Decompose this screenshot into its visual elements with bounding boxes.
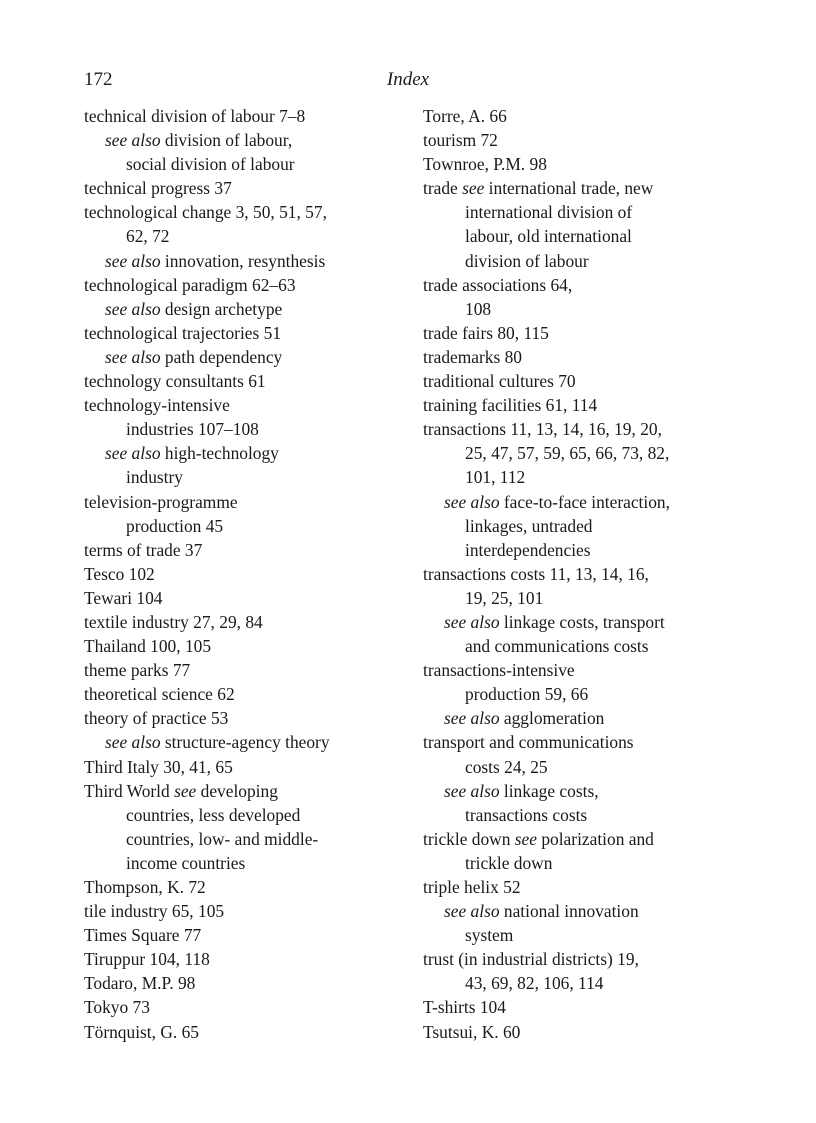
cross-reference-line bbox=[84, 128, 414, 152]
index-entry bbox=[84, 490, 414, 514]
index-entry-continuation bbox=[84, 514, 414, 538]
see-reference: see also bbox=[105, 732, 161, 753]
entry-text: Tewari 104 bbox=[84, 587, 163, 608]
entry-text: trade associations 64, bbox=[423, 274, 573, 295]
see-reference: see bbox=[174, 780, 197, 801]
index-column-left bbox=[84, 104, 414, 1044]
entry-text: industries 107–108 bbox=[126, 419, 259, 440]
index-entry bbox=[84, 755, 414, 779]
index-entry bbox=[84, 610, 414, 634]
entry-text: T-shirts 104 bbox=[423, 997, 506, 1018]
entry-text: trickle down bbox=[465, 852, 553, 873]
entry-text: tile industry 65, 105 bbox=[84, 901, 225, 922]
see-reference: see also bbox=[105, 443, 161, 464]
index-entry bbox=[84, 104, 414, 128]
index-entry-continuation bbox=[423, 465, 753, 489]
index-entry-continuation bbox=[84, 803, 414, 827]
index-entry bbox=[423, 1020, 753, 1044]
cross-reference-line bbox=[423, 706, 753, 730]
index-entry bbox=[84, 369, 414, 393]
entry-term: trade bbox=[423, 178, 463, 199]
index-entry-continuation bbox=[423, 514, 753, 538]
entry-text: developing bbox=[196, 780, 278, 801]
index-entry bbox=[423, 417, 753, 441]
index-entry bbox=[423, 176, 753, 200]
index-entry bbox=[423, 875, 753, 899]
entry-text: Todaro, M.P. 98 bbox=[84, 973, 196, 994]
entry-text: trade fairs 80, 115 bbox=[423, 322, 549, 343]
entry-text: Townroe, P.M. 98 bbox=[423, 154, 547, 175]
index-entry bbox=[84, 923, 414, 947]
entry-text: Thailand 100, 105 bbox=[84, 636, 212, 657]
entry-text: 43, 69, 82, 106, 114 bbox=[465, 973, 604, 994]
index-entry bbox=[423, 562, 753, 586]
see-reference: see also bbox=[105, 298, 161, 319]
entry-text: 108 bbox=[465, 298, 492, 319]
entry-text: transactions costs 11, 13, 14, 16, bbox=[423, 563, 649, 584]
see-reference: see also bbox=[444, 491, 500, 512]
cross-reference-line bbox=[84, 441, 414, 465]
entry-text: division of labour bbox=[465, 250, 589, 271]
index-column-right bbox=[423, 104, 753, 1044]
entry-text: transactions costs bbox=[465, 804, 588, 825]
index-entry-continuation bbox=[423, 200, 753, 224]
index-entry-continuation bbox=[84, 851, 414, 875]
index-entry bbox=[423, 345, 753, 369]
index-entry-continuation bbox=[423, 682, 753, 706]
index-entry bbox=[423, 128, 753, 152]
entry-text: Thompson, K. 72 bbox=[84, 877, 206, 897]
entry-text: innovation, resynthesis bbox=[160, 250, 326, 271]
entry-text: linkage costs, bbox=[499, 780, 599, 801]
see-reference: see also bbox=[105, 346, 161, 367]
index-entry-continuation bbox=[84, 417, 414, 441]
index-entry-continuation bbox=[423, 634, 753, 658]
entry-text: terms of trade 37 bbox=[84, 539, 203, 560]
index-entry bbox=[423, 152, 753, 176]
index-entry-continuation bbox=[423, 224, 753, 248]
entry-text: agglomeration bbox=[499, 708, 605, 729]
index-entry bbox=[423, 947, 753, 971]
see-reference: see also bbox=[105, 130, 161, 151]
entry-text: linkages, untraded bbox=[465, 515, 593, 536]
index-entry bbox=[84, 634, 414, 658]
entry-text: division of labour, bbox=[160, 130, 293, 151]
index-entry bbox=[423, 369, 753, 393]
index-entry bbox=[423, 995, 753, 1019]
entry-text: face-to-face interaction, bbox=[499, 491, 670, 512]
entry-text: tourism 72 bbox=[423, 130, 498, 151]
entry-text: path dependency bbox=[160, 346, 283, 367]
entry-text: countries, low- and middle- bbox=[126, 828, 319, 849]
entry-term: trickle down bbox=[423, 828, 515, 849]
index-entry bbox=[84, 393, 414, 417]
entry-text: theory of practice 53 bbox=[84, 708, 229, 729]
entry-text: and communications costs bbox=[465, 636, 649, 657]
entry-text: structure-agency theory bbox=[160, 732, 330, 753]
entry-text: international division of bbox=[465, 202, 633, 223]
see-reference: see bbox=[514, 828, 537, 849]
index-entry bbox=[423, 321, 753, 345]
entry-text: theme parks 77 bbox=[84, 660, 191, 681]
index-entry bbox=[423, 658, 753, 682]
entry-term: Third World bbox=[84, 780, 175, 801]
index-entry bbox=[84, 321, 414, 345]
entry-text: production 45 bbox=[126, 515, 224, 536]
index-entry bbox=[423, 827, 753, 851]
entry-text: traditional cultures 70 bbox=[423, 371, 576, 392]
index-entry-continuation bbox=[84, 465, 414, 489]
cross-reference-line bbox=[423, 490, 753, 514]
entry-text: Tesco 102 bbox=[84, 563, 155, 584]
index-entry bbox=[423, 104, 753, 128]
entry-text: Torre, A. 66 bbox=[423, 106, 507, 126]
entry-text: design archetype bbox=[160, 298, 283, 319]
cross-reference-line bbox=[84, 730, 414, 754]
index-entry-continuation bbox=[423, 803, 753, 827]
running-head: Index bbox=[386, 69, 430, 90]
index-entry bbox=[84, 875, 414, 899]
index-entry-continuation bbox=[423, 755, 753, 779]
index-entry bbox=[84, 779, 414, 803]
entry-text: 62, 72 bbox=[126, 226, 170, 247]
entry-text: television-programme bbox=[84, 491, 238, 512]
cross-reference-line bbox=[423, 610, 753, 634]
entry-text: textile industry 27, 29, 84 bbox=[84, 611, 263, 632]
entry-text: technological trajectories 51 bbox=[84, 322, 282, 343]
index-entry bbox=[84, 995, 414, 1019]
entry-text: trademarks 80 bbox=[423, 346, 522, 367]
entry-text: polarization and bbox=[536, 828, 654, 849]
entry-text: Third Italy 30, 41, 65 bbox=[84, 756, 233, 777]
index-entry bbox=[84, 538, 414, 562]
index-entry-continuation bbox=[84, 224, 414, 248]
entry-text: Tiruppur 104, 118 bbox=[84, 949, 210, 970]
index-entry bbox=[84, 176, 414, 200]
cross-reference-line bbox=[84, 345, 414, 369]
entry-text: national innovation bbox=[499, 901, 639, 922]
entry-text: technological change 3, 50, 51, 57, bbox=[84, 202, 327, 223]
index-entry-continuation bbox=[423, 441, 753, 465]
entry-text: 25, 47, 57, 59, 65, 66, 73, 82, bbox=[465, 443, 670, 464]
see-reference: see also bbox=[444, 611, 500, 632]
entry-text: Tsutsui, K. 60 bbox=[423, 1021, 521, 1042]
entry-text: countries, less developed bbox=[126, 804, 301, 825]
entry-text: training facilities 61, 114 bbox=[423, 395, 598, 416]
entry-text: transport and communications bbox=[423, 732, 634, 753]
entry-text: technology-intensive bbox=[84, 395, 230, 416]
index-entry-continuation bbox=[84, 152, 414, 176]
index-entry bbox=[84, 562, 414, 586]
index-entry-continuation bbox=[423, 249, 753, 273]
cross-reference-line bbox=[84, 249, 414, 273]
see-reference: see also bbox=[444, 708, 500, 729]
entry-text: interdependencies bbox=[465, 539, 591, 560]
page-number: 172 bbox=[84, 69, 113, 90]
see-reference: see also bbox=[444, 780, 500, 801]
entry-text: trust (in industrial districts) 19, bbox=[423, 949, 639, 970]
index-entry-continuation bbox=[423, 297, 753, 321]
index-entry-continuation bbox=[423, 538, 753, 562]
index-entry bbox=[84, 586, 414, 610]
entry-text: triple helix 52 bbox=[423, 877, 521, 897]
entry-text: transactions-intensive bbox=[423, 660, 575, 681]
see-reference: see also bbox=[105, 250, 161, 271]
cross-reference-line bbox=[423, 899, 753, 923]
entry-text: Times Square 77 bbox=[84, 925, 202, 946]
index-entry-continuation bbox=[84, 827, 414, 851]
entry-text: 101, 112 bbox=[465, 467, 526, 488]
entry-text: costs 24, 25 bbox=[465, 756, 548, 777]
index-entry bbox=[84, 200, 414, 224]
entry-text: technical progress 37 bbox=[84, 178, 232, 199]
index-entry bbox=[84, 658, 414, 682]
index-entry bbox=[84, 899, 414, 923]
index-entry-continuation bbox=[423, 923, 753, 947]
index-entry bbox=[84, 971, 414, 995]
index-entry-continuation bbox=[423, 851, 753, 875]
entry-text: high-technology bbox=[160, 443, 279, 464]
entry-text: system bbox=[465, 925, 514, 946]
index-entry bbox=[423, 393, 753, 417]
see-reference: see bbox=[462, 178, 485, 199]
entry-text: technological paradigm 62–63 bbox=[84, 274, 296, 295]
index-entry bbox=[84, 682, 414, 706]
entry-text: Törnquist, G. 65 bbox=[84, 1021, 199, 1042]
entry-text: international trade, new bbox=[484, 178, 654, 199]
entry-text: labour, old international bbox=[465, 226, 632, 247]
index-entry bbox=[84, 706, 414, 730]
index-entry bbox=[84, 1020, 414, 1044]
cross-reference-line bbox=[423, 779, 753, 803]
cross-reference-line bbox=[84, 297, 414, 321]
index-entry bbox=[423, 730, 753, 754]
entry-text: Tokyo 73 bbox=[84, 997, 150, 1018]
index-entry bbox=[423, 273, 753, 297]
entry-text: industry bbox=[126, 467, 184, 488]
index-entry bbox=[84, 273, 414, 297]
see-reference: see also bbox=[444, 901, 500, 922]
index-entry-continuation bbox=[423, 971, 753, 995]
entry-text: theoretical science 62 bbox=[84, 684, 235, 705]
entry-text: social division of labour bbox=[126, 154, 295, 175]
index-entry-continuation bbox=[423, 586, 753, 610]
entry-text: production 59, 66 bbox=[465, 684, 589, 705]
entry-text: transactions 11, 13, 14, 16, 19, 20, bbox=[423, 419, 662, 440]
entry-text: technology consultants 61 bbox=[84, 371, 266, 392]
entry-text: technical division of labour 7–8 bbox=[84, 106, 306, 126]
entry-text: income countries bbox=[126, 852, 246, 873]
entry-text: linkage costs, transport bbox=[499, 611, 665, 632]
entry-text: 19, 25, 101 bbox=[465, 587, 544, 608]
index-entry bbox=[84, 947, 414, 971]
